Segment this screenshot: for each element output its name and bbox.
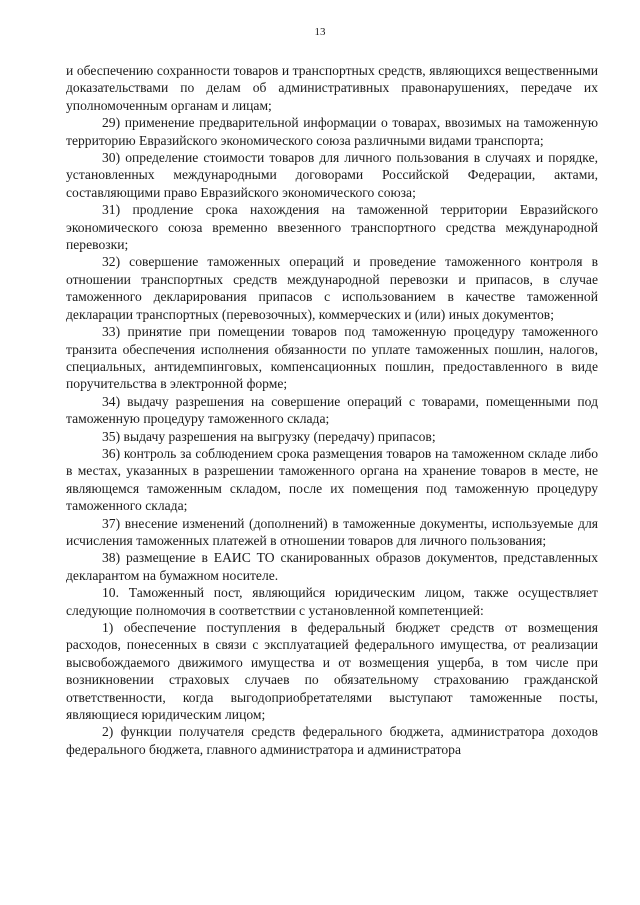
section-10-item-1: 1) обеспечение поступления в федеральный бюджет средств от возмещения расходов, понесенных в связи с эксплуатацией федерального имущества, от реализации высвобождаемого движимого имущества и от возмещения ущерба, в том числе при возникновении страховых случаев по обязательному страхованию гражданской ответственности, когда выгодоприобретателями выступают таможенные посты, являющиеся юридическим лицом; [66,620,598,723]
list-item-35: 35) выдачу разрешения на выгрузку (передачу) припасов; [102,428,436,444]
list-item-31: 31) продление срока нахождения на таможенной территории Евразийского экономического союза временно ввезенного транспортного средства международной перевозки; [66,202,598,253]
list-item-32: 32) совершение таможенных операций и проведение таможенного контроля в отношении транспортных средств международной перевозки и припасов, в случае таможенного декларирования припасов с использованием в качестве таможенной декларации транспортных (перевозочных), коммерческих и (или) иных документов; [66,254,598,322]
list-item-38: 38) размещение в ЕАИС ТО сканированных образов документов, представленных декларантом на бумажном носителе. [66,550,598,583]
list-item-34: 34) выдачу разрешения на совершение операций с товарами, помещенными под таможенную процедуру таможенного склада; [66,393,598,427]
section-10-item-2: 2) функции получателя средств федерального бюджета, администратора доходов федерального бюджета, главного администратора и администратора [66,724,598,757]
list-item-37: 37) внесение изменений (дополнений) в таможенные документы, используемые для исчисления таможенных платежей в отношении товаров для личного пользования; [66,515,598,548]
list-item-36: 36) контроль за соблюдением срока размещения товаров на таможенном складе либо в местах, указанных в разрешении таможенного органа на хранение товаров в месте, не являющемся таможенным складом, после их помещения под таможенную процедуру таможенного склада; [66,445,598,514]
document-body [66,62,598,758]
list-item-33: 33) принятие при помещении товаров под таможенную процедуру таможенного транзита обеспечения исполнения обязанности по уплате таможенных пошлин, налогов, специальных, антидемпинговых, компенсационных пошлин, предоставленного в виде поручительства в электронной форме; [66,324,598,392]
list-item-30: 30) определение стоимости товаров для личного пользования в случаях и порядке, установленных международными договорами Российской Федерации, актами, составляющими право Евразийского экономического союза; [66,150,598,200]
page-number: 13 [314,26,326,38]
list-item-29: 29) применение предварительной информации о товарах, ввозимых на таможенную территорию Евразийского экономического союза различными видами транспорта; [66,115,598,148]
paragraph-continuation: и обеспечению сохранности товаров и транспортных средств, являющихся вещественными доказательствами по делам об административных правонарушениях, передаче их уполномоченным органам и лицам; [66,63,598,113]
section-10-intro: 10. Таможенный пост, являющийся юридическим лицом, также осуществляет следующие полномочия в соответствии с установленной компетенцией: [66,585,598,618]
